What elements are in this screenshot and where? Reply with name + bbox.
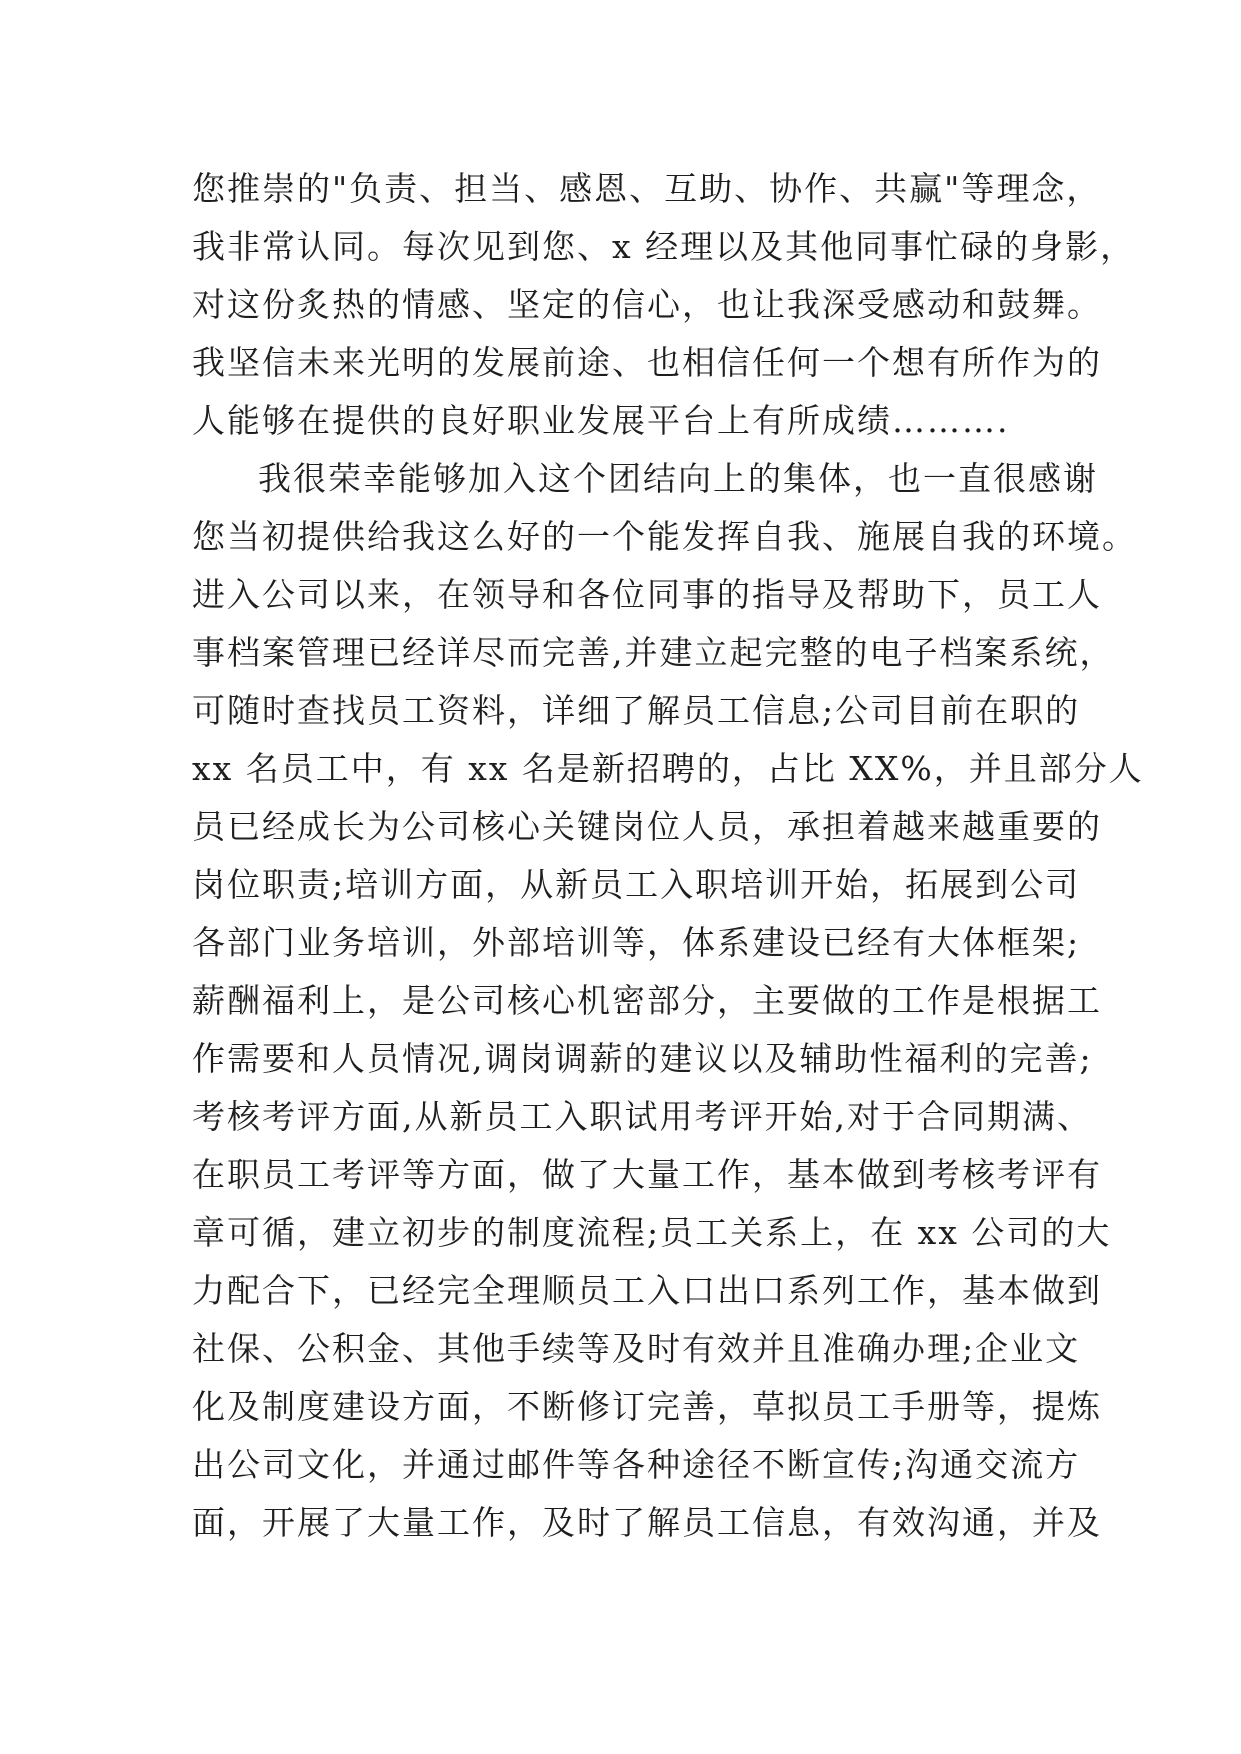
text-line: 社保、公积金、其他手续等及时有效并且准确办理;企业文 xyxy=(192,1329,1081,1368)
text-line: 我非常认同。每次见到您、x 经理以及其他同事忙碌的身影， xyxy=(192,227,1136,266)
body-text xyxy=(192,160,1144,1552)
text-line: 各部门业务培训，外部培训等，体系建设已经有大体框架; xyxy=(192,923,1081,962)
text-line: 岗位职责;培训方面，从新员工入职培训开始，拓展到公司 xyxy=(192,865,1081,904)
text-line: 化及制度建设方面，不断修订完善，草拟员工手册等，提炼 xyxy=(192,1387,1102,1426)
text-line: 在职员工考评等方面，做了大量工作，基本做到考核考评有 xyxy=(192,1155,1102,1194)
text-line: 作需要和人员情况,调岗调薪的建议以及辅助性福利的完善; xyxy=(192,1039,1093,1078)
text-line: 您当初提供给我这么好的一个能发挥自我、施展自我的环境。 xyxy=(192,517,1137,556)
text-line: 可随时查找员工资料，详细了解员工信息;公司目前在职的 xyxy=(192,691,1081,730)
text-line: 对这份炙热的情感、坚定的信心，也让我深受感动和鼓舞。 xyxy=(192,285,1102,324)
text-line: 力配合下，已经完全理顺员工入口出口系列工作，基本做到 xyxy=(192,1271,1102,1310)
text-line: 我坚信未来光明的发展前途、也相信任何一个想有所作为的 xyxy=(192,343,1102,382)
text-line: 出公司文化，并通过邮件等各种途径不断宣传;沟通交流方 xyxy=(192,1445,1081,1484)
paragraph-start-line: 我很荣幸能够加入这个团结向上的集体，也一直很感谢 xyxy=(258,459,1098,498)
text-line: 进入公司以来，在领导和各位同事的指导及帮助下，员工人 xyxy=(192,575,1102,614)
text-line: 薪酬福利上，是公司核心机密部分，主要做的工作是根据工 xyxy=(192,981,1102,1020)
text-line: 考核考评方面,从新员工入职试用考评开始,对于合同期满、 xyxy=(192,1097,1092,1136)
text-line: 章可循，建立初步的制度流程;员工关系上，在 xx 公司的大 xyxy=(192,1213,1112,1252)
text-line: 面，开展了大量工作，及时了解员工信息，有效沟通，并及 xyxy=(192,1503,1102,1542)
text-line: 员已经成长为公司核心关键岗位人员，承担着越来越重要的 xyxy=(192,807,1102,846)
text-line: xx 名员工中，有 xx 名是新招聘的，占比 XX%，并且部分人 xyxy=(192,749,1144,788)
text-line: 事档案管理已经详尽而完善,并建立起完整的电子档案系统， xyxy=(192,633,1115,672)
text-line: 您推崇的"负责、担当、感恩、互助、协作、共赢"等理念， xyxy=(192,169,1102,208)
text-line: 人能够在提供的良好职业发展平台上有所成绩………. xyxy=(192,401,1010,440)
